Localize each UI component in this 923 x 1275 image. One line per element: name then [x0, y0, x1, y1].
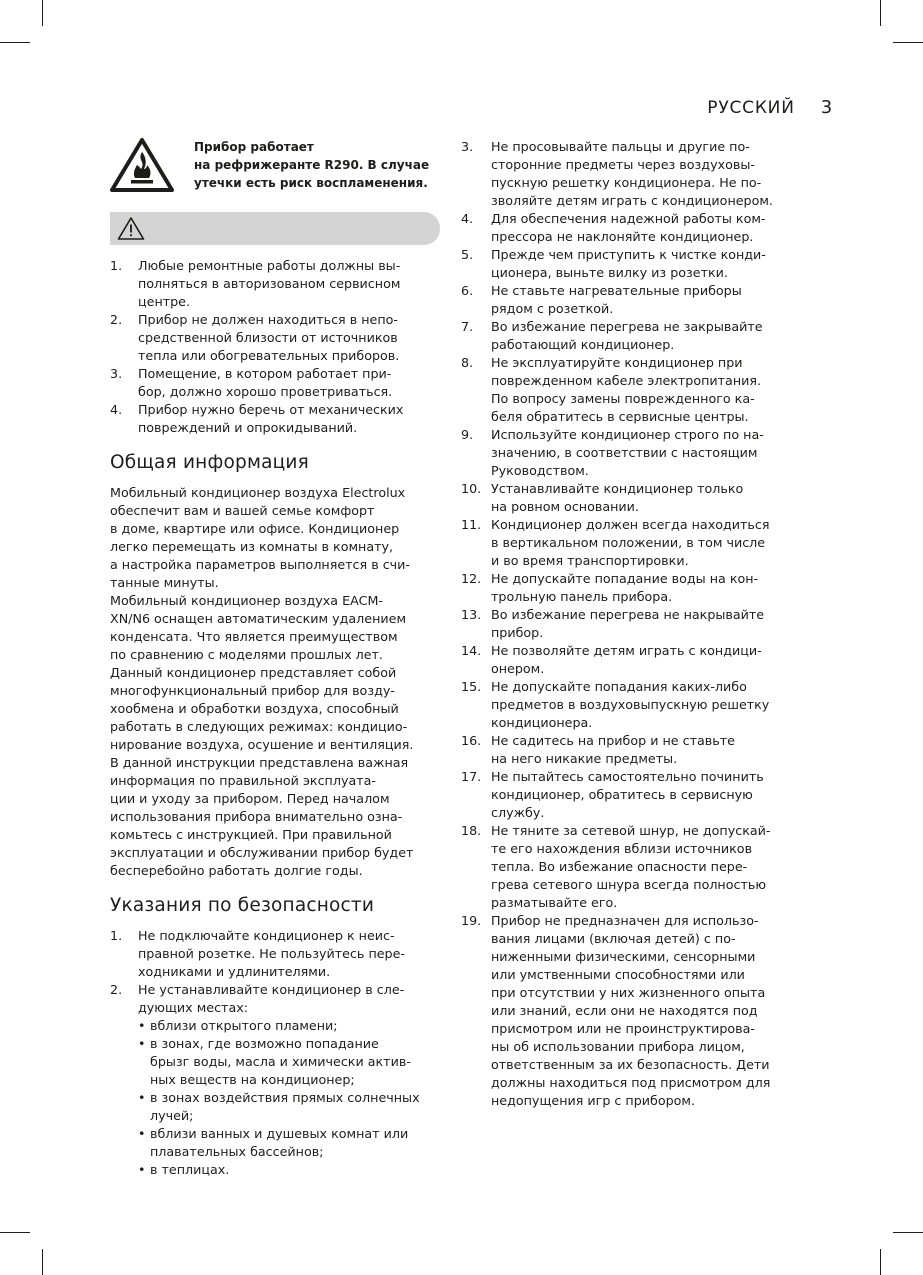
safety-heading: Указания по безопасности: [110, 895, 375, 916]
crop-mark: [0, 1232, 30, 1233]
safety-list: [110, 927, 440, 1179]
list-item: 3. Не просовывайте пальцы и другие по- сторонние предметы через воздуховы- пускную решетку кондиционера. Не по- зволяйте детям играть с кондиционером.: [461, 139, 773, 208]
refrigerant-warning: [110, 138, 440, 192]
list-item: 16. Не садитесь на прибор и не ставьте на него никакие предметы.: [461, 733, 735, 766]
bullet-item: • вблизи ванных и душевых комнат или плавательных бассейнов;: [138, 1126, 409, 1159]
list-item: 1. Любые ремонтные работы должны вы- полняться в авторизованом сервисном центре.: [110, 258, 401, 309]
list-item: 19. Прибор не предназначен для использо- вания лицами (включая детей) с по- ниженными физическими, сенсорными или умственными способностями или при отсутствии у них жизненного опыта или знаний, если они не находятся под присмотром или не проинструктирова- ны об использовании прибора лицом, ответственным за их безопасность. Дети должны находиться под присмотром для недопущения игр с прибором.: [461, 913, 771, 1108]
general-info-text: Мобильный кондиционер воздуха Electrolux обеспечит вам и вашей семье комфорт в доме, квартире или офисе. Кондиционер легко перемещать из комнаты в комнату, а настройка параметров выполняется в счи- танные минуты. Мобильный кондиционер воздуха EACM- XN/N6 оснащен автоматическим удалением конденсата. Что является преимуществом по сравнению с моделями прошлых лет. Данный кондиционер представляет собой многофункциональный прибор для возду- хообмена и обработки воздуха, способный работать в следующих режимах: кондицио- нирование воздуха, осушение и вентиляция. В данной инструкции представлена важная информация по правильной эксплуата- ции и уходу за прибором. Перед началом использования прибора внимательно озна- комьтесь с инструкцией. При правильной эксплуатации и обслуживании прибор будет бесперебойно работать долгие годы.: [110, 485, 414, 878]
right-column: [461, 138, 801, 1110]
list-item: 4. Прибор нужно беречь от механических повреждений и опрокидываний.: [110, 402, 404, 435]
list-item: 15. Не допускайте попадания каких-либо предметов в воздуховыпускную решетку кондиционера.: [461, 679, 770, 730]
list-item: 8. Не эксплуатируйте кондиционер при поврежденном кабеле электропитания. По вопросу замены поврежденного ка- беля обратитесь в сервисные центры.: [461, 355, 762, 424]
list-item: 10. Устанавливайте кондиционер только на ровном основании.: [461, 481, 744, 514]
crop-mark: [42, 1249, 43, 1275]
warning-list: [110, 257, 440, 437]
warning-triangle-icon: [117, 216, 145, 241]
list-item: 4. Для обеспечения надежной работы ком- прессора не наклоняйте кондиционер.: [461, 211, 766, 244]
list-item: 13. Во избежание перегрева не накрывайте прибор.: [461, 607, 765, 640]
list-item: 5. Прежде чем приступить к чистке конди- ционера, выньте вилку из розетки.: [461, 247, 766, 280]
list-item: 11. Кондиционер должен всегда находиться в вертикальном положении, в том числе и во время транспортировки.: [461, 517, 770, 568]
refrigerant-warning-text: Прибор работает на рефрижеранте R290. В случае утечки есть риск воспламенения.: [194, 140, 430, 190]
location-bullets: [138, 1017, 440, 1179]
bullet-item: • в зонах воздействия прямых солнечных лучей;: [138, 1090, 420, 1123]
bullet-item: • вблизи открытого пламени;: [138, 1018, 338, 1033]
list-item: 14. Не позволяйте детям играть с кондици- онером.: [461, 643, 762, 676]
crop-mark: [42, 0, 43, 26]
bullet-item: • в зонах, где возможно попадание брызг воды, масла и химически актив- ных веществ на кондиционер;: [138, 1036, 411, 1087]
general-info-heading: Общая информация: [110, 452, 309, 473]
flammable-warning-icon: [110, 138, 174, 192]
list-item: 7. Во избежание перегрева не закрывайте работающий кондиционер.: [461, 319, 763, 352]
list-item: 1. Не подключайте кондиционер к неис- правной розетке. Не пользуйтесь пере- ходниками и удлинителями.: [110, 928, 405, 979]
bullet-item: • в теплицах.: [138, 1162, 230, 1177]
page-header: [707, 97, 833, 118]
crop-mark: [880, 0, 881, 26]
list-item: 3. Помещение, в котором работает при- бор, должно хорошо проветриваться.: [110, 366, 393, 399]
list-item: 2. Прибор не должен находиться в непо- средственной близости от источников тепла или обогревательных приборов.: [110, 312, 400, 363]
list-item: 18. Не тяните за сетевой шнур, не допускай- те его нахождения вблизи источников тепла. Во избежание опасности пере- грева сетевого шнура всегда полностью разматывайте его.: [461, 823, 771, 910]
warning-bar: [110, 212, 440, 245]
list-item: 9. Используйте кондиционер строго по на- значению, в соответствии с настоящим Руководством.: [461, 427, 764, 478]
list-item: 12. Не допускайте попадание воды на кон- трольную панель прибора.: [461, 571, 759, 604]
crop-mark: [0, 42, 30, 43]
crop-mark: [893, 42, 923, 43]
crop-mark: [880, 1249, 881, 1275]
left-column: [110, 138, 440, 1179]
safety-list-continued: [461, 138, 801, 1110]
crop-mark: [893, 1232, 923, 1233]
list-item: 2. Не устанавливайте кондиционер в сле- дующих местах: • вблизи открытого пламени; • в зонах, где возможно попадание брызг воды, масла и химически актив- ных веществ на кондиционер; • в зонах воздействия прямых солнечных лучей; • вблизи ванных и душевых комнат или плавательных бассейнов; • в теплицах.: [110, 981, 440, 1179]
page-number: 3: [820, 97, 833, 118]
list-item: 6. Не ставьте нагревательные приборы рядом с розеткой.: [461, 283, 742, 316]
list-item: 17. Не пытайтесь самостоятельно починить кондиционер, обратитесь в сервисную службу.: [461, 769, 764, 820]
language-label: РУССКИЙ: [707, 98, 795, 118]
